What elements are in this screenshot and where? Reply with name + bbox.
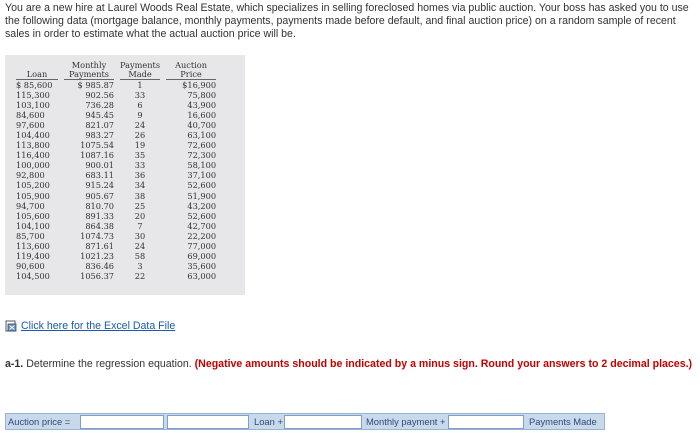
loan-label: Loan + <box>254 416 283 427</box>
table-row <box>13 221 219 231</box>
question-instructions: (Negative amounts should be indicated by a minus sign. Round your answers to 2 decimal places.) <box>194 358 693 370</box>
cell-payment: 1087.16 <box>80 150 114 161</box>
cell-made: 3 <box>137 260 143 271</box>
table-row <box>13 271 219 281</box>
intercept-input[interactable] <box>80 415 164 429</box>
cell-made: 9 <box>137 110 143 121</box>
cell-auction: 58,100 <box>187 160 217 171</box>
cell-auction: 77,000 <box>187 240 217 251</box>
cell-made: 33 <box>134 160 146 171</box>
cell-made: 6 <box>137 100 143 111</box>
cell-loan: 113,600 <box>16 240 50 251</box>
cell-auction: 63,100 <box>187 130 217 141</box>
cell-made: 1 <box>137 80 143 90</box>
table-row <box>13 90 219 100</box>
cell-auction: 35,600 <box>187 260 217 271</box>
cell-made: 33 <box>134 90 146 101</box>
cell-loan: 104,100 <box>16 220 50 231</box>
table-row <box>13 191 219 201</box>
cell-loan: 85,700 <box>16 230 45 241</box>
table-row <box>13 150 219 160</box>
cell-auction: 72,300 <box>187 150 217 161</box>
cell-auction: 63,000 <box>187 270 217 281</box>
regression-equation-row <box>5 413 605 430</box>
cell-payment: 1056.37 <box>80 270 114 281</box>
question-number: a-1. <box>5 358 24 370</box>
table-row <box>13 201 219 211</box>
problem-intro: You are a new hire at Laurel Woods Real Estate, which specializes in selling foreclosed homes via public auction. Your boss has asked you to use the following data (mortgage balance, monthly payments, payments made before default, and final auction price) on a random sample of recent sales in order to estimate what the actual auction price will be. <box>5 2 689 40</box>
col-header-loan: Loan <box>13 58 61 80</box>
question-text: Determine the regression equation. <box>23 358 195 370</box>
cell-auction: $16,900 <box>182 80 217 90</box>
cell-loan: 116,400 <box>16 150 50 161</box>
cell-auction: 52,600 <box>187 180 217 191</box>
loan-coefficient-input[interactable] <box>167 415 249 429</box>
cell-loan: 104,400 <box>16 130 50 141</box>
data-table-image <box>5 55 245 295</box>
table-row <box>13 160 219 170</box>
cell-loan: 105,900 <box>16 190 50 201</box>
cell-payment: 864.38 <box>85 220 114 231</box>
cell-loan: 103,100 <box>16 100 50 111</box>
cell-loan: 100,000 <box>16 160 50 171</box>
cell-auction: 16,600 <box>187 110 217 121</box>
cell-auction: 69,000 <box>187 250 217 261</box>
cell-loan: 119,400 <box>16 250 50 261</box>
table-row <box>13 130 219 140</box>
cell-loan: 97,600 <box>16 120 45 131</box>
col-header-payments-made: Payments Made <box>120 60 161 79</box>
table-row <box>13 170 219 180</box>
cell-made: 25 <box>134 200 146 211</box>
table-row <box>13 211 219 221</box>
monthly-payment-label: Monthly payment + <box>366 416 446 427</box>
cell-auction: 40,700 <box>187 120 217 131</box>
cell-auction: 52,600 <box>187 210 217 221</box>
cell-auction: 75,800 <box>187 90 217 101</box>
cell-payment: 871.61 <box>85 240 114 251</box>
cell-payment: 821.07 <box>85 120 114 131</box>
excel-file-icon <box>5 320 17 332</box>
cell-loan: 115,300 <box>16 90 50 101</box>
cell-loan: 90,600 <box>16 260 45 271</box>
cell-made: 20 <box>134 210 146 221</box>
col-header-auction-price: Auction Price <box>163 58 219 80</box>
cell-payment: 810.70 <box>85 200 114 211</box>
cell-made: 30 <box>134 230 146 241</box>
cell-made: 7 <box>137 220 143 231</box>
table-row <box>13 261 219 271</box>
cell-loan: 104,500 <box>16 270 50 281</box>
cell-auction: 43,200 <box>187 200 217 211</box>
cell-payment: $ 985.87 <box>77 80 114 90</box>
payments-made-coefficient-input[interactable] <box>448 415 524 429</box>
payments-made-label: Payments Made <box>529 416 597 427</box>
cell-payment: 1021.23 <box>80 250 114 261</box>
table-row <box>13 110 219 120</box>
cell-payment: 836.46 <box>85 260 114 271</box>
table-row <box>13 80 219 90</box>
cell-made: 35 <box>134 150 146 161</box>
cell-loan: 105,200 <box>16 180 50 191</box>
cell-made: 38 <box>134 190 146 201</box>
cell-loan: 94,700 <box>16 200 45 211</box>
cell-loan: 105,600 <box>16 210 50 221</box>
cell-auction: 51,900 <box>187 190 217 201</box>
cell-made: 58 <box>134 250 146 261</box>
excel-link-label[interactable]: Click here for the Excel Data File <box>21 320 176 332</box>
cell-made: 24 <box>134 240 146 251</box>
cell-payment: 915.24 <box>85 180 114 191</box>
cell-payment: 1074.73 <box>80 230 114 241</box>
cell-payment: 900.01 <box>85 160 114 171</box>
cell-loan: 92,800 <box>16 170 45 181</box>
table-row <box>13 241 219 251</box>
cell-payment: 891.33 <box>85 210 114 221</box>
table-row <box>13 120 219 130</box>
cell-loan: 113,800 <box>16 140 50 151</box>
cell-payment: 683.11 <box>85 170 114 181</box>
col-header-monthly-payments: Monthly Payments <box>61 58 117 80</box>
cell-payment: 1075.54 <box>80 140 114 151</box>
cell-made: 26 <box>134 130 146 141</box>
cell-made: 24 <box>134 120 146 131</box>
cell-auction: 43,900 <box>187 100 217 111</box>
cell-payment: 905.67 <box>85 190 114 201</box>
question-a1 <box>5 358 697 371</box>
cell-auction: 22,200 <box>187 230 217 241</box>
table-row <box>13 140 219 150</box>
cell-made: 36 <box>134 170 146 181</box>
monthly-payment-coefficient-input[interactable] <box>284 415 362 429</box>
table-row <box>13 180 219 190</box>
cell-made: 34 <box>134 180 146 191</box>
cell-made: 19 <box>134 140 146 151</box>
table-row <box>13 251 219 261</box>
cell-payment: 902.56 <box>85 90 114 101</box>
cell-loan: $ 85,600 <box>16 80 53 90</box>
cell-made: 22 <box>134 270 146 281</box>
loan-data-table <box>13 58 219 281</box>
cell-payment: 736.28 <box>85 100 114 111</box>
excel-data-file-link[interactable] <box>5 320 175 332</box>
auction-price-label: Auction price = <box>8 416 71 427</box>
cell-auction: 37,100 <box>187 170 217 181</box>
table-row <box>13 231 219 241</box>
cell-auction: 42,700 <box>187 220 217 231</box>
cell-payment: 945.45 <box>85 110 114 121</box>
table-row <box>13 100 219 110</box>
cell-payment: 983.27 <box>85 130 114 141</box>
cell-loan: 84,600 <box>16 110 45 121</box>
cell-auction: 72,600 <box>187 140 217 151</box>
